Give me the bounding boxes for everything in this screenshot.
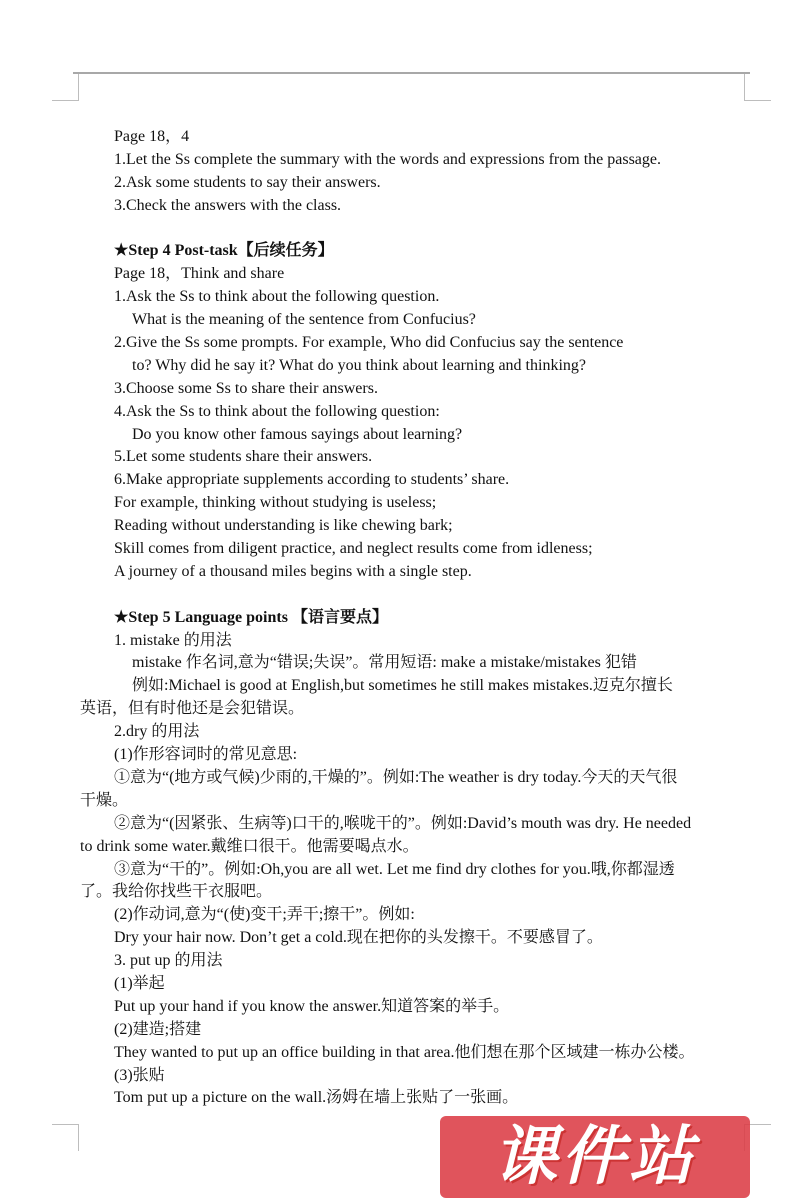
text-line: (2)作动词,意为“(使)变干;弄干;擦干”。例如: (114, 906, 415, 924)
text-line: (1)举起 (114, 974, 165, 992)
text-line: mistake 作名词,意为“错误;失误”。常用短语: make a mistake/mistakes 犯错 (132, 654, 637, 672)
section-heading: ★Step 4 Post-task【后续任务】 (114, 242, 334, 260)
text-line: 4.Ask the Ss to think about the following question: (114, 402, 440, 420)
text-line: A journey of a thousand miles begins with a single step. (114, 562, 472, 580)
text-line: 2.Give the Ss some prompts. For example, Who did Confucius say the sentence (114, 334, 624, 352)
text-line: 3.Check the answers with the class. (114, 196, 342, 214)
text-line: They wanted to put up an office building in that area.他们想在那个区域建一栋办公楼。 (114, 1043, 695, 1061)
document-body (0, 126, 800, 1110)
text-line: 5.Let some students share their answers. (114, 448, 373, 466)
margin-corner-mark (52, 1124, 79, 1151)
text-line: to? Why did he say it? What do you think about learning and thinking? (132, 356, 586, 374)
text-line: (1)作形容词时的常见意思: (114, 746, 298, 764)
section-heading: ★Step 5 Language points 【语言要点】 (114, 608, 388, 626)
text-line: 英语，但有时他还是会犯错误。 (80, 700, 305, 718)
text-line: 2.Ask some students to say their answers. (114, 173, 381, 191)
text-line: Skill comes from diligent practice, and neglect results come from idleness; (114, 540, 593, 558)
text-line: 干燥。 (80, 791, 129, 809)
text-line: to drink some water.戴维口很干。他需要喝点水。 (80, 837, 419, 855)
text-line: 1.Ask the Ss to think about the following question. (114, 288, 440, 306)
text-line: 2.dry 的用法 (114, 723, 200, 741)
text-line: (2)建造;搭建 (114, 1020, 202, 1038)
text-line: What is the meaning of the sentence from Confucius? (132, 311, 476, 329)
blank-line (0, 218, 800, 241)
text-line: 例如:Michael is good at English,but sometimes he still makes mistakes.迈克尔擅长 (132, 677, 673, 695)
text-line: 3. put up 的用法 (114, 952, 223, 970)
watermark-logo (440, 1116, 750, 1198)
text-line: Page 18，Think and share (114, 265, 285, 283)
text-line: Page 18，4 (114, 128, 190, 145)
text-line: (3)张贴 (114, 1066, 165, 1084)
watermark-text: 课件站 (493, 1120, 697, 1194)
text-line: For example, thinking without studying is useless; (114, 494, 437, 512)
text-line: Tom put up a picture on the wall.汤姆在墙上张贴了一张画。 (114, 1089, 519, 1107)
margin-corner-mark (744, 74, 771, 101)
text-line: ①意为“(地方或气候)少雨的,干燥的”。例如:The weather is dry today.今天的天气很 (114, 768, 678, 786)
text-line: 了。我给你找些干衣服吧。 (80, 883, 273, 901)
text-line: 3.Choose some Ss to share their answers. (114, 379, 378, 397)
text-line: ②意为“(因紧张、生病等)口干的,喉咙干的”。例如:David’s mouth was dry. He needed (114, 814, 692, 832)
text-line: Dry your hair now. Don’t get a cold.现在把你的头发擦干。不要感冒了。 (114, 929, 603, 947)
blank-line (0, 584, 800, 607)
page-top-border (73, 72, 750, 74)
text-line: Reading without understanding is like chewing bark; (114, 517, 453, 535)
text-line: Put up your hand if you know the answer.知道答案的举手。 (114, 997, 510, 1015)
text-line: 1. mistake 的用法 (114, 631, 232, 649)
text-line: 6.Make appropriate supplements according to students’ share. (114, 471, 510, 489)
text-line: ③意为“干的”。例如:Oh,you are all wet. Let me find dry clothes for you.哦,你都湿透 (114, 860, 675, 878)
text-line: 1.Let the Ss complete the summary with the words and expressions from the passage. (114, 150, 661, 168)
margin-corner-mark (52, 74, 79, 101)
text-line: Do you know other famous sayings about learning? (132, 425, 463, 443)
